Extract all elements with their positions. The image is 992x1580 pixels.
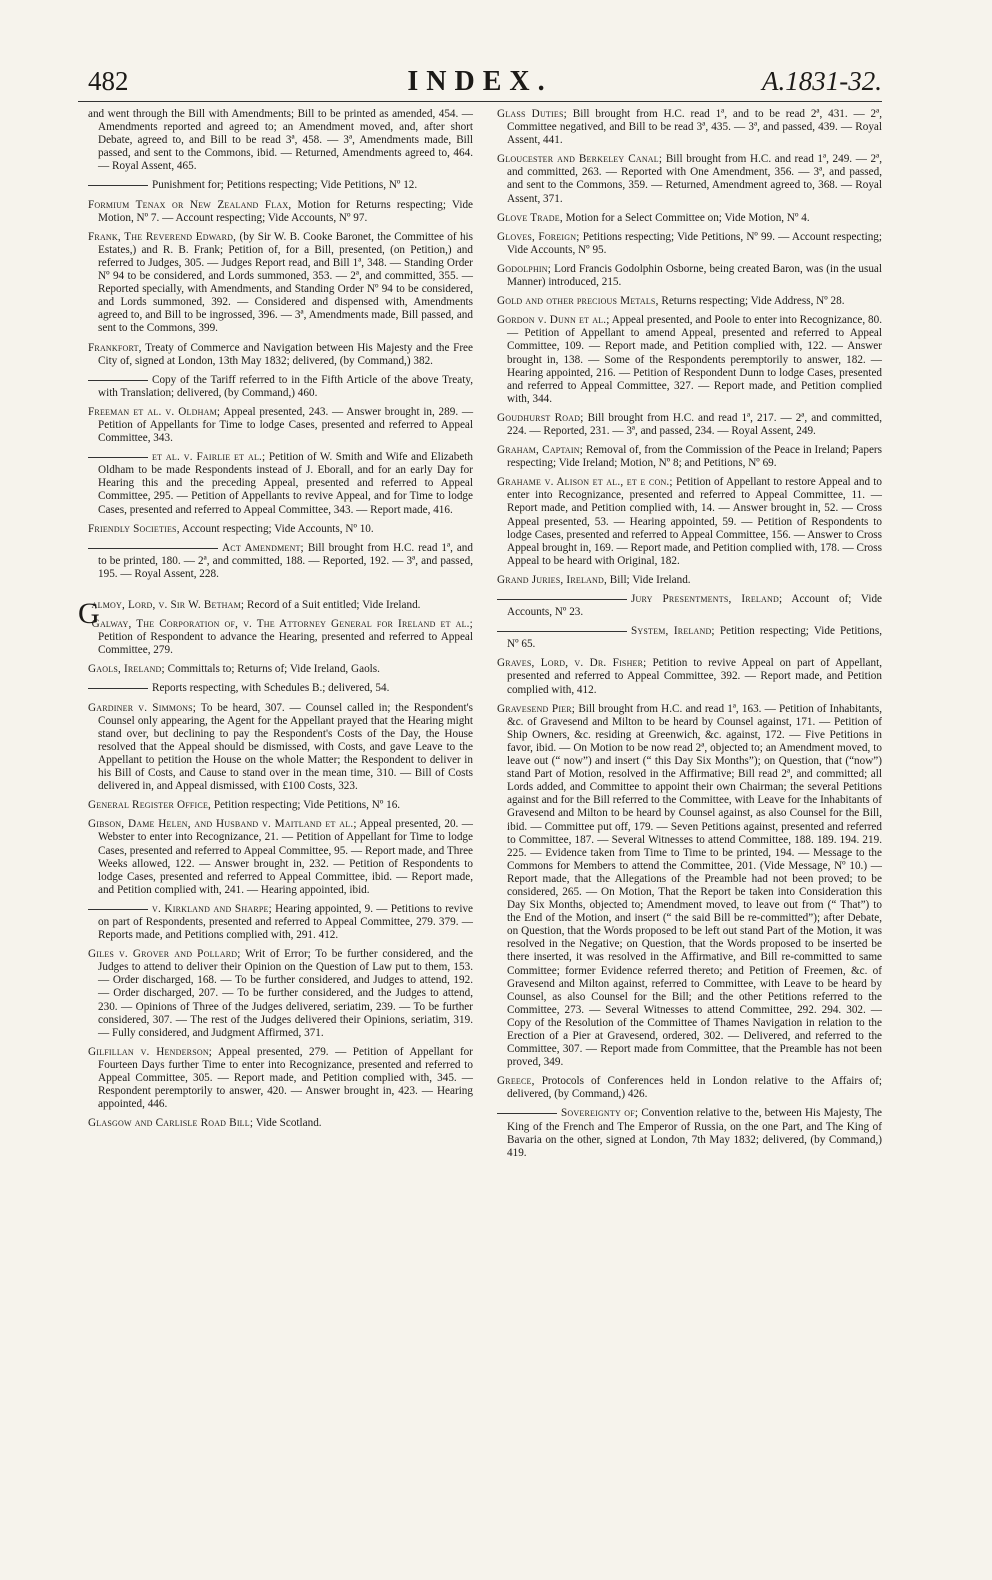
entry-heading: Greece, <box>497 1075 535 1088</box>
entry-text: Petition of Appellant to restore Appeal and to enter into Recognizance, presented and referred to Appeal Committee, 11. — Report made, and Petition complied with, 14. — Answer brought in, 52. — Cross Appeal presented, 53. — Hearing appointed, 59. — Petition of Respondents to lodge Cases, presented and referred to Appeal Committee, 156. — Answer to Cross Appeal brought in, 169. — Report made, and Petition complied with, 178. — Cross Appeal to be heard with Original, 182. <box>507 476 882 567</box>
ditto-rule <box>88 185 148 186</box>
entry-heading: Graves, Lord, v. Dr. Fisher; <box>497 657 647 670</box>
entry-heading: Act Amendment; <box>222 541 304 554</box>
entry-heading: et al. v. Fairlie et al.; <box>152 451 266 464</box>
index-subentry <box>88 179 473 192</box>
entry-text: Motion for a Select Committee on; Vide Motion, Nº 4. <box>565 211 810 224</box>
entry-text: Petitions respecting; Vide Petitions, Nº 99. — Account respecting; Vide Accounts, Nº 95. <box>507 230 882 256</box>
entry-text: Lord Francis Godolphin Osborne, being created Baron, was (in the usual Manner) introduced, 215. <box>507 262 882 289</box>
entry-text: Treaty of Commerce and Navigation between His Majesty and the Free City of, signed at London, 13th May 1832; delivered, (by Command,) 382. <box>98 341 473 367</box>
entry-heading: Formium Tenax or New Zealand Flax, <box>88 198 292 211</box>
index-entry <box>497 412 882 438</box>
entry-text: Protocols of Conferences held in London relative to the Affairs of; delivered, (by Command,) 426. <box>507 1075 883 1101</box>
index-entry <box>497 295 882 308</box>
index-entry <box>88 342 473 368</box>
right-column <box>497 108 882 1166</box>
entry-text: Writ of Error; To be further considered, and the Judges to attend to deliver their Opinion on the Question of Law put to them, 153. — Order discharged, 168. — To be further considered, and Judges to attend, 192. — Order discharged, 207. — To be further considered, and the Judges to attend, 230. — Opinions of Three of the Judges delivered, seriatim, 239. — To be further considered, 307. — The rest of the Judges delivered their Opinions, seriatim, 319. — Fully considered, and Judgment Affirmed, 371. <box>98 948 473 1039</box>
entry-text: Petition respecting; Vide Petitions, Nº 16. <box>213 799 401 812</box>
entry-heading: Glass Duties; <box>497 108 567 120</box>
index-entry <box>88 1117 473 1130</box>
index-subentry <box>497 625 882 651</box>
index-entry <box>88 799 473 812</box>
entry-text: Bill brought from H.C. and read 1ª, 163. — Petition of Inhabitants, &c. of Gravesend and Milton to be heard by Counsel against, 171. — Petition of Ship Owners, &c. residing at Greenwich, &c. against, 172. — Five Petitions in favor, ibid. — On Motion to be now read 2ª, objected to; an Amendment moved, to leave out (“ now”) and insert (“ this Day Six Months”); on Question, that (“now”) stand Part of Motion, resolved in the Affirmative; Bill read 2ª, and committed; all Lords added, and Committee to appoint their own Chairman; the several Petitions against and for the Bill referred to the Committee, with Leave for the Inhabitants of Gravesend and Milton to be heard by Counsel against, as also Counsel for the Bill, ibid. — Committee put off, 179. — Seven Petitions against, presented and referred to Committee, 187. — Several Witnesses to attend Committee, 188. 189. 194. 219. 225. — Evidence taken from Time to Time to be printed, 194. — Message to the Commons for Members to attend the Committee, 201. (Vide Message, Nº 10.) — Report made, that the Allegations of the Preamble had not been proved; to be considered, 265. — On Motion, That the Report be taken into Consideration this Day Six Months, objected to; Amendment moved, to leave out from (“ That”) to the End of the Motion, and insert (“ the said Bill be re-committed”); after Debate, on Question, that the Words proposed to be left out stand Part of the Motion, it was resolved in the Negative; on Question, that the Words proposed to be inserted be there inserted, it was resolved in the Affirmative, and Bill re-committed to same Committee; former Evidence referred thereto; and Petition of Freemen, &c. of Gravesend and Milton against, referred to Committee, with Leave to be heard by Counsel, as also Counsel for the Bill; and the other Petitions referred to the Committee, 273. — Several Witnesses to attend Committee, 292. 294. 302. — Copy of the Resolution of the Committee of Thames Navigation in relation to the Erection of a Pier at Gravesend, ordered, 302. — Delivered, and referred to the Committee, 307. — Report made from Committee, that the Preamble has not been proved, 349. <box>507 702 883 1069</box>
entry-text: Convention relative to the, between His Majesty, The King of the French and The Emperor of Russia, on the one Part, and The King of Bavaria on the other, signed at London, 7th May 1832; delivered, (by Command,) 419. <box>507 1107 883 1159</box>
index-entry <box>88 199 473 225</box>
index-columns <box>78 108 883 1166</box>
page-number: 482 <box>88 66 129 96</box>
entry-text: Bill brought from H.C. read 1ª, and to be read 2ª, 431. — 2ª, Committee negatived, and Bill to be read 3ª, 435. — 3ª, and passed, 439. — Royal Assent, 441. <box>507 108 883 147</box>
entry-text: Bill brought from H.C. and read 1ª, 217. — 2ª, and committed, 224. — Reported, 231. — 3ª, and passed, 234. — Royal Assent, 249. <box>507 411 882 437</box>
entry-text: Removal of, from the Commission of the Peace in Ireland; Papers respecting; Vide Ireland; Motion, Nº 8; and Petitions, Nº 69. <box>507 444 882 470</box>
entry-text: Bill; Vide Ireland. <box>609 573 691 586</box>
entry-heading: Giles v. Grover and Pollard; <box>88 948 241 961</box>
index-subentry <box>88 451 473 516</box>
index-entry <box>88 523 473 536</box>
entry-heading: Grand Juries, Ireland, <box>497 573 607 586</box>
section-gap <box>88 587 473 599</box>
entry-text: Petition to revive Appeal on part of Appellant, presented and referred to Appeal Committee, 392. — Report made, and Petition complied with, 412. <box>507 657 882 696</box>
entry-text: Hearing appointed, 9. — Petitions to revive on part of Respondents, presented and referred to Appeal Committee, 279. 379. — Reports made, and Petitions complied with, 291. 412. <box>98 902 474 942</box>
entry-text: Committals to; Returns of; Vide Ireland, Gaols. <box>167 663 380 676</box>
ditto-rule <box>88 688 148 689</box>
entry-text: Motion for Returns respecting; Vide Motion, Nº 7. — Account respecting; Vide Accounts, Nº 97. <box>98 198 474 224</box>
ditto-rule <box>497 631 627 632</box>
entry-heading: Freeman et al. v. Oldham; <box>88 405 221 418</box>
entry-heading: Graham, Captain; <box>497 444 584 457</box>
entry-text: Appeal presented, and Poole to enter into Recognizance, 80. — Petition of Appellant to amend Appeal, presented and referred to Appeal Committee, 109. — Report made, and Petition complied with, 122. — Answer brought in, 138. — Some of the Respondents peremptorily to answer, 182. — Hearing appointed, 216. — Petition of Respondent Dunn to lodge Cases, presented and referred to Appeal Committee, 327. — Report made, and Petition complied with, 344. <box>507 314 882 405</box>
entry-text: (by Sir W. B. Cooke Baronet, the Committee of his Estates,) and R. B. Frank; Petition of, for a Bill, presented, (on Petition,) and referred to Judges, 305. — Judges Report read, and Bill 1ª, 348. — Standing Order Nº 94 to be considered, and Lords summoned, 353. — 2ª, and committed, 355. — Reported specially, with Amendments, and Standing Order Nº 94 to be considered, and Lords summoned, 392. — Considered and dispensed with, Amendments agreed to, and Bill to be ingrossed, 396. — 3ª, Amendments made, Bill passed, and sent to the Commons, 399. <box>98 230 474 335</box>
index-subentry <box>497 1107 882 1159</box>
ditto-rule <box>88 380 148 381</box>
entry-heading: Gravesend Pier; <box>497 702 576 715</box>
entry-heading: General Register Office, <box>88 799 212 812</box>
ditto-rule <box>88 457 148 458</box>
index-subentry <box>88 903 473 942</box>
session-year: A.1831-32. <box>762 66 882 96</box>
entry-heading: Jury Presentments, Ireland; <box>631 593 783 605</box>
entry-text: Record of a Suit entitled; Vide Ireland. <box>247 599 421 611</box>
index-entry <box>88 818 473 897</box>
index-entry <box>497 574 882 587</box>
ditto-rule <box>88 548 218 549</box>
index-entry <box>497 1075 882 1101</box>
entry-heading: Glove Trade, <box>497 211 563 224</box>
entry-heading: Friendly Societies, <box>88 522 180 535</box>
index-entry <box>497 476 882 568</box>
entry-heading: Gordon v. Dunn et al.; <box>497 314 610 327</box>
index-subentry <box>88 542 473 581</box>
entry-heading: Sovereignty of; <box>561 1107 639 1120</box>
index-entry <box>88 948 473 1040</box>
entry-heading: Grahame v. Alison et al., et e con.; <box>497 476 673 489</box>
index-entry <box>497 314 882 406</box>
entry-text: Returns respecting; Vide Address, Nº 28. <box>661 295 845 308</box>
index-entry <box>497 263 882 289</box>
index-entry <box>88 231 473 336</box>
index-entry <box>88 618 473 657</box>
page-header <box>78 66 882 102</box>
drop-cap-letter: G <box>78 597 100 630</box>
entry-text: and went through the Bill with Amendments; Bill to be printed as amended, 454. — Amendments reported and agreed to; an Amendment moved, and, after short Debate, agreed to, and Bill to be read 3ª, 458. — 3ª, Amendments made, Bill passed, and sent to the Commons, ibid. — Returned, Amendments agreed to, 464. — Royal Assent, 465. <box>88 108 473 173</box>
entry-text: Bill brought from H.C. and read 1ª, 249. — 2ª, and committed, 263. — Reported with One Amendment, 356. — 3ª, and passed, and sent to the Commons, 359. — Returned, Amendment agreed to, 368. — Royal Assent, 371. <box>507 153 882 205</box>
index-entry <box>88 1046 473 1111</box>
index-entry <box>497 212 882 225</box>
index-entry <box>497 657 882 696</box>
entry-text: Petition of Respondent to advance the Hearing, presented and referred to Appeal Committee, 279. <box>98 631 473 657</box>
entry-heading: Gardiner v. Simmons; <box>88 701 197 714</box>
entry-heading: Gold and other precious Metals, <box>497 295 659 308</box>
index-entry <box>88 702 473 794</box>
ditto-rule <box>497 599 627 600</box>
index-entry <box>497 231 882 257</box>
index-subentry <box>88 374 473 400</box>
index-entry <box>497 153 882 205</box>
entry-heading: Goudhurst Road; <box>497 411 584 424</box>
entry-text: Account respecting; Vide Accounts, Nº 10. <box>181 522 374 535</box>
index-entry <box>497 108 882 147</box>
index-subentry <box>497 593 882 619</box>
entry-text: Appeal presented, 243. — Answer brought in, 289. — Petition of Appellants for Time to lodge Cases, presented and referred to Appeal Committee, 343. <box>98 405 474 445</box>
entry-text: Vide Scotland. <box>255 1117 322 1130</box>
entry-heading: Galway, The Corporation of, v. The Attorney General for Ireland et al.; <box>91 618 473 631</box>
entry-text: Punishment for; Petitions respecting; Vide Petitions, Nº 12. <box>152 179 418 192</box>
entry-text: Petition respecting; Vide Petitions, Nº 65. <box>507 625 883 651</box>
entry-text: Bill brought from H.C. read 1ª, and to be printed, 180. — 2ª, and committed, 188. — Reported, 192. — 3ª, and passed, 195. — Royal Assent, 228. <box>98 541 473 580</box>
entry-heading: Glasgow and Carlisle Road Bill; <box>88 1117 254 1130</box>
index-entry <box>497 444 882 470</box>
entry-heading: Frankfort, <box>88 341 142 354</box>
entry-heading: Gloves, Foreign; <box>497 230 580 243</box>
entry-heading: Godolphin; <box>497 262 552 275</box>
page-title: INDEX. <box>407 66 553 97</box>
entry-text: Appeal presented, 20. — Webster to enter into Recognizance, 21. — Petition of Appellant for Time to lodge Cases, presented and referred to Appeal Committee, 95. — Report made, and Three Weeks allowed, 122. — Answer brought in, 232. — Petition of Respondents to lodge Cases, presented and referred to Appeal Committee, ibid. — Report made, and Petition complied with, 241. — Hearing appointed, ibid. <box>98 818 473 896</box>
entry-heading: Frank, The Reverend Edward, <box>88 230 237 243</box>
entry-heading: v. Kirkland and Sharpe; <box>152 902 272 915</box>
entry-heading: Gloucester and Berkeley Canal; <box>497 153 663 166</box>
entry-text: Reports respecting, with Schedules B.; delivered, 54. <box>152 682 390 695</box>
header-rule <box>78 101 882 102</box>
entry-text: Petition of W. Smith and Wife and Elizabeth Oldham to be made Respondents instead of J. Eborall, and for an early Day for Hearing this and the preceding Appeal, presented and referred to Appeal Committee, 295. — Petition of Appellants to revive Appeal, and for Time to lodge Cases, presented and referred to Appeal Committee, 343. — Report made, 416. <box>98 451 474 516</box>
entry-heading: almoy, Lord, v. Sir W. Betham; <box>91 599 245 611</box>
entry-text: Account of; Vide Accounts, Nº 23. <box>507 593 882 619</box>
ditto-rule <box>497 1113 557 1114</box>
index-subentry <box>88 682 473 695</box>
index-entry <box>497 703 882 1070</box>
ditto-rule <box>88 909 148 910</box>
index-entry-continuation <box>88 108 473 173</box>
entry-text: Appeal presented, 279. — Petition of Appellant for Fourteen Days further Time to enter into Recognizance, presented and referred to Appeal Committee, 305. — Report made, and Petition complied with, 345. — Respondent peremptorily to answer, 420. — Answer brought in, 423. — Hearing appointed, 446. <box>98 1045 474 1111</box>
entry-heading: Gaols, Ireland; <box>88 663 165 676</box>
entry-text: To be heard, 307. — Counsel called in; the Respondent's Counsel only appearing, the Agent for the Appellant prayed that the Hearing might stand over, but declining to pay the Respondent's Costs of the Day, the House resolved that the Appeal should be dismissed, with Costs, and gave Leave to the Appellant to petition the House on the whole Matter; the Respondent to deliver in his Bill of Costs, and Cause to stand over in the mean time, 310. — Bill of Costs delivered in, and Appeal dismissed, with £100 Costs, 323. <box>98 701 473 793</box>
index-entry <box>88 406 473 445</box>
entry-heading: Gilfillan v. Henderson; <box>88 1045 213 1058</box>
entry-text: Copy of the Tariff referred to in the Fifth Article of the above Treaty, with Translation; delivered, (by Command,) 460. <box>98 373 473 399</box>
entry-heading: System, Ireland; <box>631 625 715 638</box>
entry-heading: Gibson, Dame Helen, and Husband v. Maitland et al.; <box>88 818 357 831</box>
index-entry <box>88 663 473 676</box>
left-column <box>78 108 474 1166</box>
